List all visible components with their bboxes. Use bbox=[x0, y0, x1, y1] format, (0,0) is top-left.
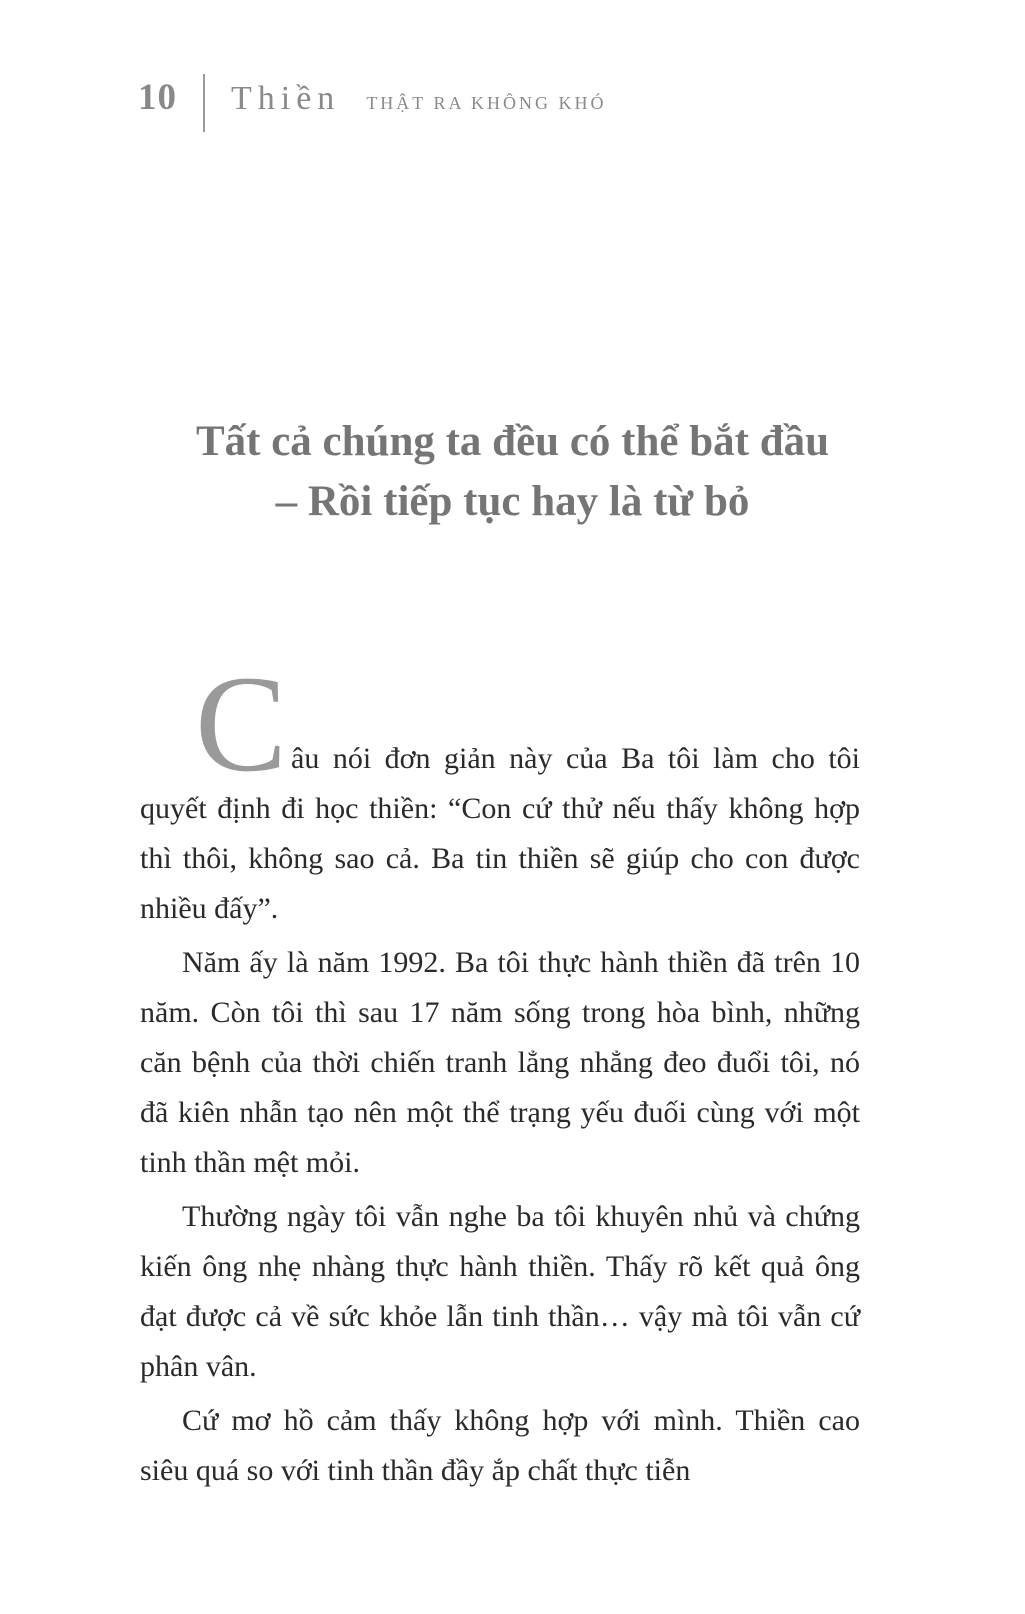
page-number: 10 bbox=[138, 77, 177, 118]
chapter-title-line1: Tất cả chúng ta đều có thể bắt đầu bbox=[195, 418, 830, 465]
book-subtitle: THẬT RA KHÔNG KHÓ bbox=[366, 93, 607, 113]
paragraph: Thường ngày tôi vẫn nghe ba tôi khuyên nhủ và chứng kiến ông nhẹ nhàng thực hành thiền. Thấy rõ kết quả ông đạt được cả về sức khỏe lẫn tinh thần… vậy mà tôi vẫn cứ phân vân. bbox=[140, 1200, 860, 1383]
body-text bbox=[140, 647, 860, 1500]
paragraph-opening-text: âu nói đơn giản này của Ba tôi làm cho tôi quyết định đi học thiền: “Con cứ thử nếu thấy không hợp thì thôi, không sao cả. Ba tin thiền sẽ giúp cho con được nhiều đấy”. bbox=[140, 742, 860, 925]
drop-cap: C bbox=[195, 647, 288, 800]
paragraph: Cứ mơ hồ cảm thấy không hợp với mình. Thiền cao siêu quá so với tinh thần đầy ắp chất thực tiễn bbox=[140, 1404, 860, 1487]
header-divider bbox=[203, 74, 205, 132]
chapter-title bbox=[100, 412, 925, 532]
book-title: Thiền bbox=[231, 80, 341, 117]
running-header bbox=[138, 76, 606, 134]
paragraph: Năm ấy là năm 1992. Ba tôi thực hành thiền đã trên 10 năm. Còn tôi thì sau 17 năm sống trong hòa bình, những căn bệnh của thời chiến tranh lẳng nhẳng đeo đuổi tôi, nó đã kiên nhẫn tạo nên một thể trạng yếu đuối cùng với một tinh thần mệt mỏi. bbox=[140, 946, 860, 1179]
chapter-title-line2: – Rồi tiếp tục hay là từ bỏ bbox=[275, 478, 750, 525]
paragraph-opening bbox=[140, 647, 860, 934]
